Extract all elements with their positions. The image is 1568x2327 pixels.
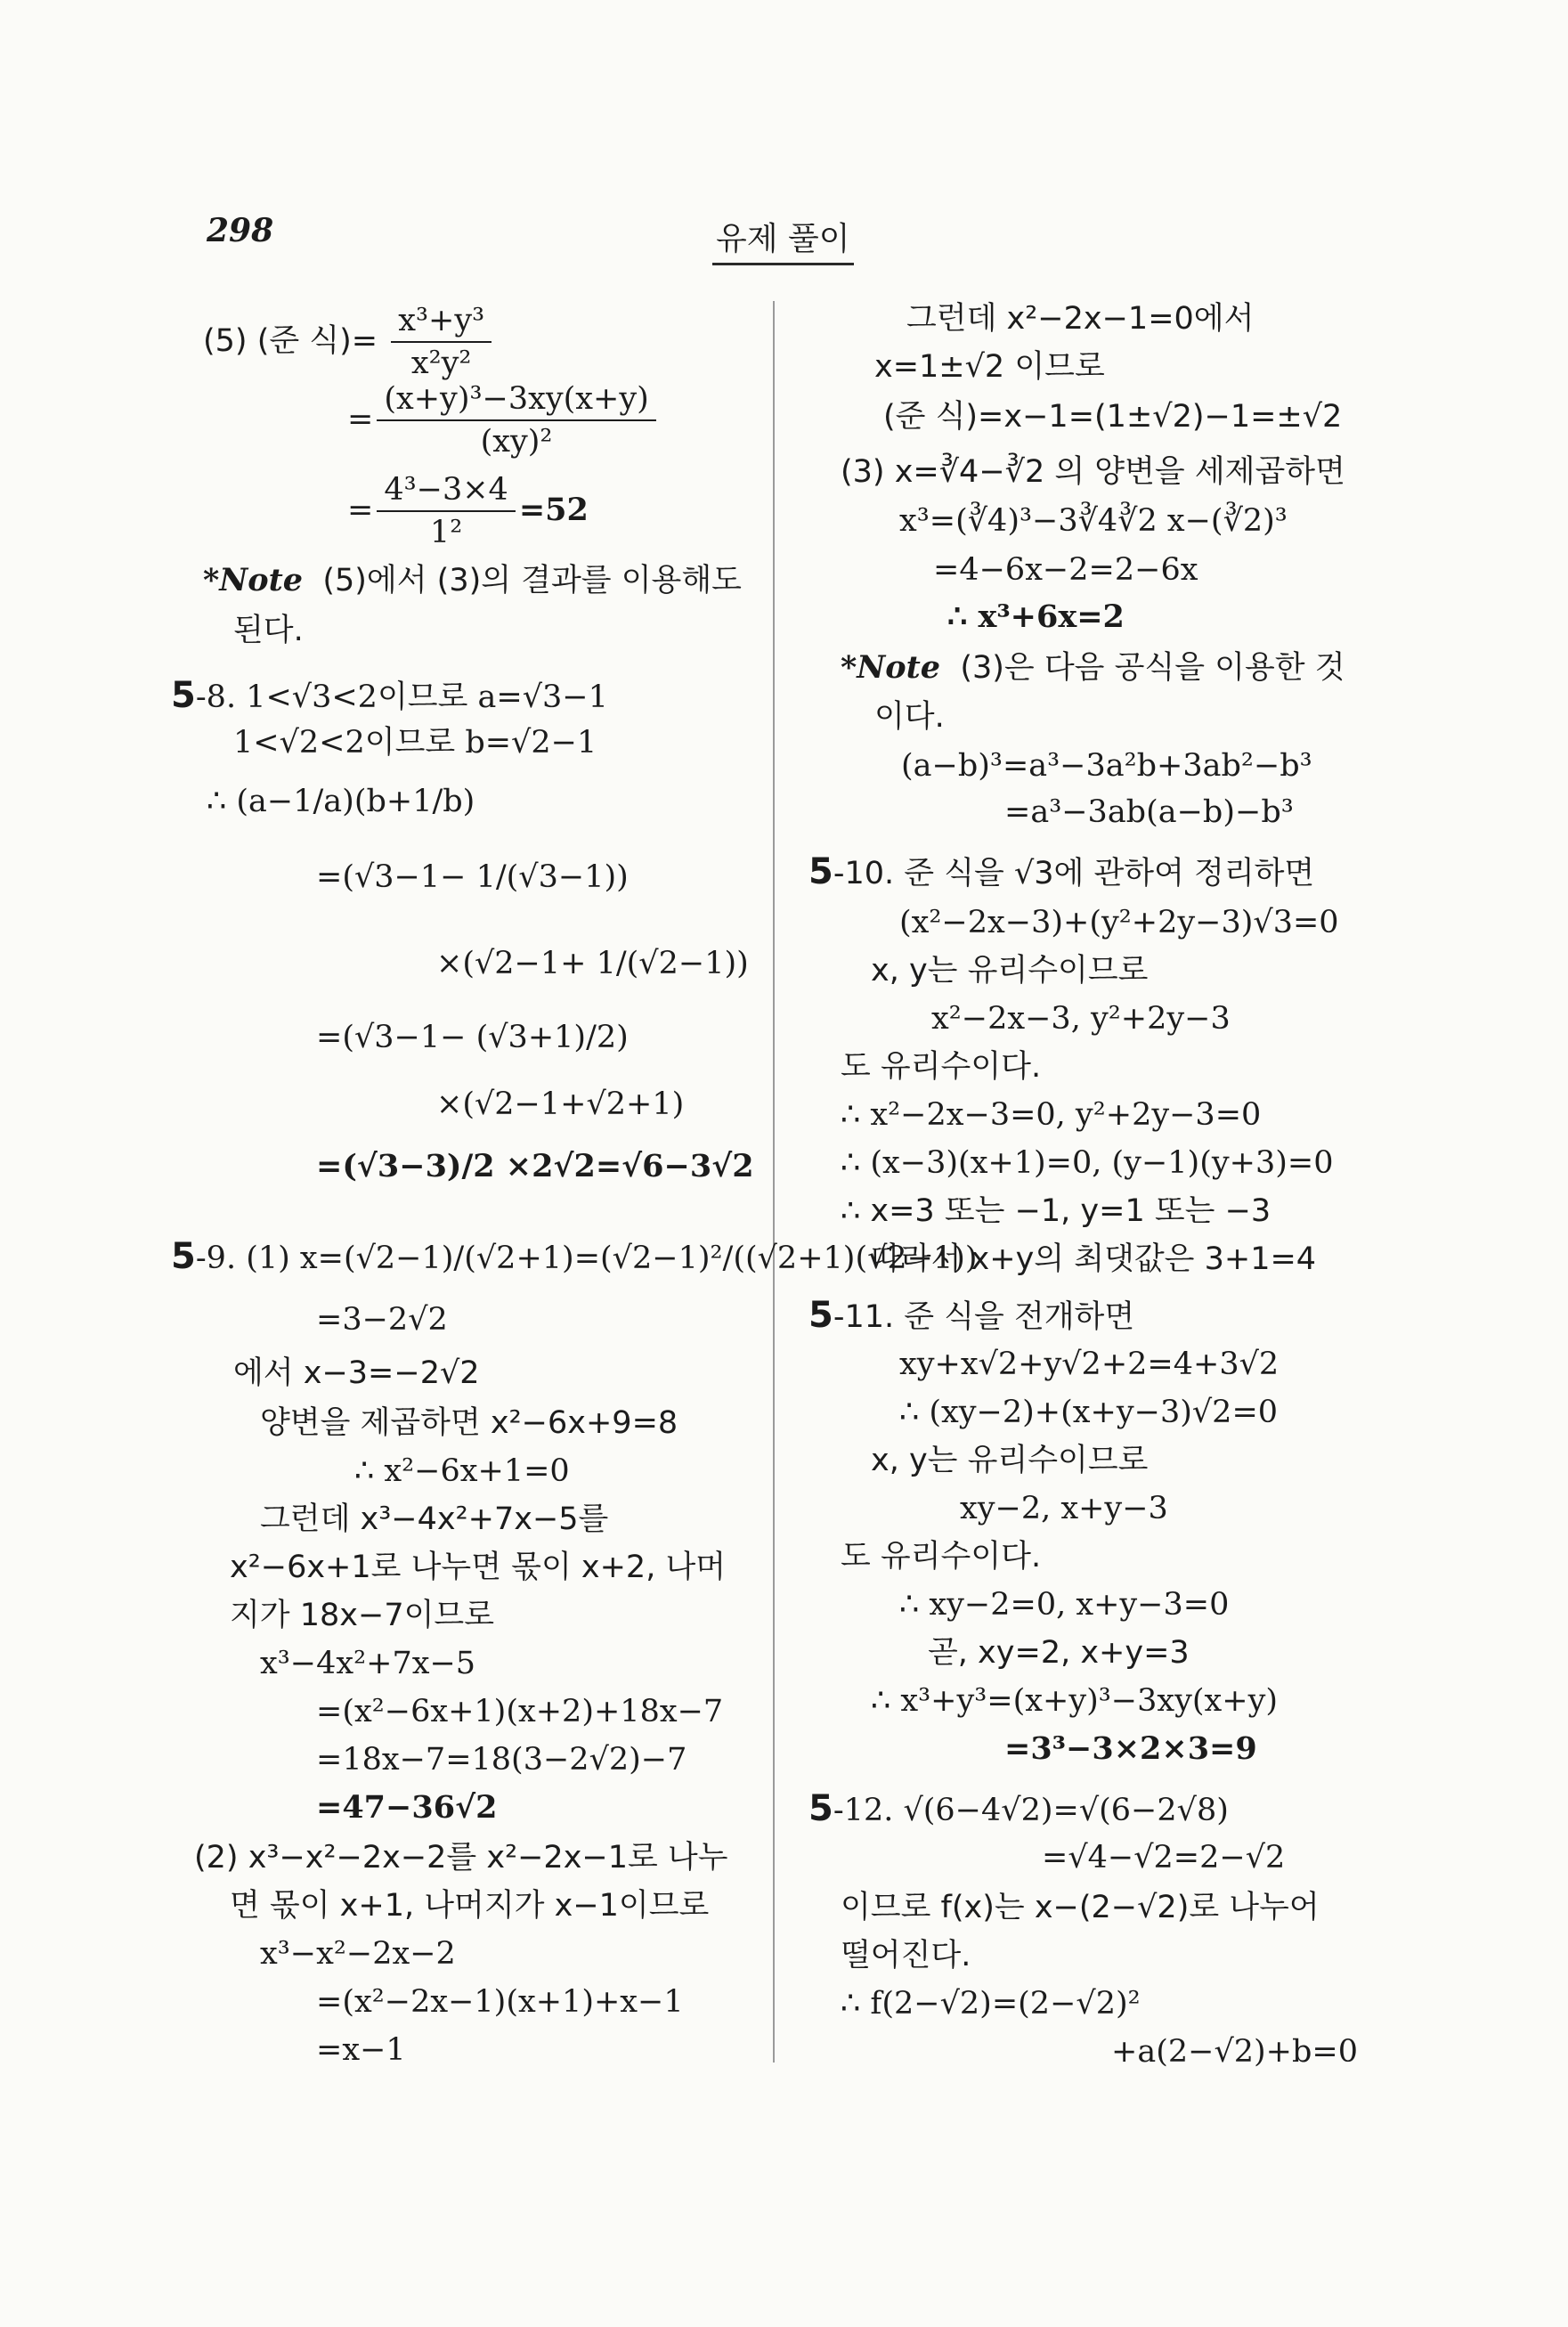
p12-line4: 떨어진다. bbox=[841, 1938, 971, 1973]
p10-line5: 도 유리수이다. bbox=[841, 1049, 1042, 1085]
r-line4: (3) x=∛4−∛2 의 양변을 세제곱하면 bbox=[841, 454, 1345, 490]
r-line1: 그런데 x²−2x−1=0에서 bbox=[906, 301, 1255, 337]
p9-line9: x³−4x²+7x−5 bbox=[260, 1646, 476, 1681]
p11-line6: 도 유리수이다. bbox=[841, 1539, 1042, 1574]
p5-5-line2: = $\frac{\text{(x+y)³−3xy(x+y)}}{\text{(xy)²}}$ bbox=[347, 381, 660, 460]
p11-line7: ∴ xy−2=0, x+y−3=0 bbox=[899, 1587, 1230, 1623]
r-line2: x=1±√2 이므로 bbox=[874, 349, 1105, 385]
problem-5-11-header: 5-11. 준 식을 전개하면 bbox=[808, 1295, 1135, 1336]
p9-line8: 지가 18x−7이므로 bbox=[230, 1598, 495, 1633]
p10-line4: x²−2x−3, y²+2y−3 bbox=[931, 1001, 1231, 1037]
problem-5-10-header: 5-10. 준 식을 √3에 관하여 정리하면 bbox=[808, 851, 1315, 892]
p10-line2: (x²−2x−3)+(y²+2y−3)√3=0 bbox=[899, 905, 1339, 940]
column-divider bbox=[773, 301, 775, 2063]
p10-line7: ∴ (x−3)(x+1)=0, (y−1)(y+3)=0 bbox=[841, 1145, 1334, 1181]
problem-5-8-header: 5-8. 1<√3<2이므로 a=√3−1 bbox=[171, 675, 608, 716]
p9-line13: (2) x³−x²−2x−2를 x²−2x−1로 나누 bbox=[194, 1840, 728, 1875]
section-title: 유제 풀이 bbox=[712, 214, 854, 265]
p10-line9: 따라서 x+y의 최댓값은 3+1=4 bbox=[871, 1241, 1317, 1277]
p8-line7: ×(√2−1+√2+1) bbox=[436, 1086, 685, 1122]
p9-line7: x²−6x+1로 나누면 몫이 x+2, 나머 bbox=[230, 1550, 727, 1585]
p12-line6: +a(2−√2)+b=0 bbox=[1111, 2034, 1358, 2070]
p9-line10: =(x²−6x+1)(x+2)+18x−7 bbox=[316, 1694, 724, 1729]
p12-line5: ∴ f(2−√2)=(2−√2)² bbox=[841, 1986, 1141, 2022]
p9-line5: ∴ x²−6x+1=0 bbox=[354, 1453, 570, 1489]
r-line3: (준 식)=x−1=(1±√2)−1=±√2 bbox=[883, 399, 1343, 435]
p8-line3: ∴ (a−1/a)(b+1/b) bbox=[207, 784, 475, 819]
p10-line6: ∴ x²−2x−3=0, y²+2y−3=0 bbox=[841, 1097, 1262, 1133]
note-1-line2: 된다. bbox=[233, 613, 304, 648]
p11-line5: xy−2, x+y−3 bbox=[960, 1491, 1168, 1526]
p8-line6: =(√3−1− (√3+1)/2) bbox=[316, 1020, 629, 1055]
p5-5-line1: (5) (준 식)= $\frac{\text{x³+y³}}{\text{x²y²}}$ bbox=[203, 303, 495, 382]
p8-line2: 1<√2<2이므로 b=√2−1 bbox=[233, 725, 597, 761]
p8-line4: =(√3−1− 1/(√3−1)) bbox=[316, 859, 629, 895]
p9-line15: x³−x²−2x−2 bbox=[260, 1936, 456, 1972]
p12-line3: 이므로 f(x)는 x−(2−√2)로 나누어 bbox=[841, 1890, 1320, 1925]
p10-line8: ∴ x=3 또는 −1, y=1 또는 −3 bbox=[841, 1193, 1271, 1229]
note-1-line1: *Note (5)에서 (3)의 결과를 이용해도 bbox=[203, 562, 742, 598]
note-2-formula2: =a³−3ab(a−b)−b³ bbox=[1004, 794, 1294, 830]
p5-5-line3: = $\frac{\text{4³−3×4}}{\text{1²}}$ =52 bbox=[347, 472, 589, 551]
p9-line3: 에서 x−3=−2√2 bbox=[233, 1355, 480, 1391]
p11-line3: ∴ (xy−2)+(x+y−3)√2=0 bbox=[899, 1395, 1279, 1430]
problem-5-9-header: 5-9. (1) x=(√2−1)/(√2+1)=(√2−1)²/((√2+1)(√2−1)) bbox=[171, 1236, 978, 1277]
p11-line2: xy+x√2+y√2+2=4+3√2 bbox=[899, 1347, 1280, 1382]
note-2-line1: *Note (3)은 다음 공식을 이용한 것 bbox=[841, 649, 1345, 686]
p9-line17: =x−1 bbox=[316, 2032, 406, 2068]
note-2-line2: 이다. bbox=[874, 699, 945, 735]
p8-line8: =(√3−3)/2 ×2√2=√6−3√2 bbox=[316, 1148, 754, 1184]
p8-line5: ×(√2−1+ 1/(√2−1)) bbox=[436, 946, 749, 981]
p11-line4: x, y는 유리수이므로 bbox=[871, 1443, 1149, 1478]
p9-line16: =(x²−2x−1)(x+1)+x−1 bbox=[316, 1984, 684, 2020]
p9-line11: =18x−7=18(3−2√2)−7 bbox=[316, 1742, 687, 1778]
p11-line9: ∴ x³+y³=(x+y)³−3xy(x+y) bbox=[871, 1683, 1279, 1719]
p9-line12: =47−36√2 bbox=[316, 1789, 498, 1826]
p11-line10: =3³−3×2×3=9 bbox=[1004, 1730, 1257, 1767]
p9-line4: 양변을 제곱하면 x²−6x+9=8 bbox=[260, 1405, 678, 1441]
r-line7: ∴ x³+6x=2 bbox=[947, 598, 1125, 635]
p9-line6: 그런데 x³−4x²+7x−5를 bbox=[260, 1501, 609, 1537]
note-2-formula1: (a−b)³=a³−3a²b+3ab²−b³ bbox=[901, 748, 1312, 784]
p11-line8: 곧, xy=2, x+y=3 bbox=[928, 1635, 1190, 1671]
r-line5: x³=(∛4)³−3∛4∛2 x−(∛2)³ bbox=[899, 503, 1288, 539]
r-line6: =4−6x−2=2−6x bbox=[933, 552, 1198, 588]
p9-line2: =3−2√2 bbox=[316, 1302, 448, 1338]
p10-line3: x, y는 유리수이므로 bbox=[871, 953, 1149, 989]
p9-line14: 면 몫이 x+1, 나머지가 x−1이므로 bbox=[230, 1888, 710, 1924]
p12-line2: =√4−√2=2−√2 bbox=[1042, 1840, 1286, 1875]
page-number: 298 bbox=[207, 212, 274, 249]
problem-5-12-header: 5-12. √(6−4√2)=√(6−2√8) bbox=[808, 1788, 1229, 1829]
